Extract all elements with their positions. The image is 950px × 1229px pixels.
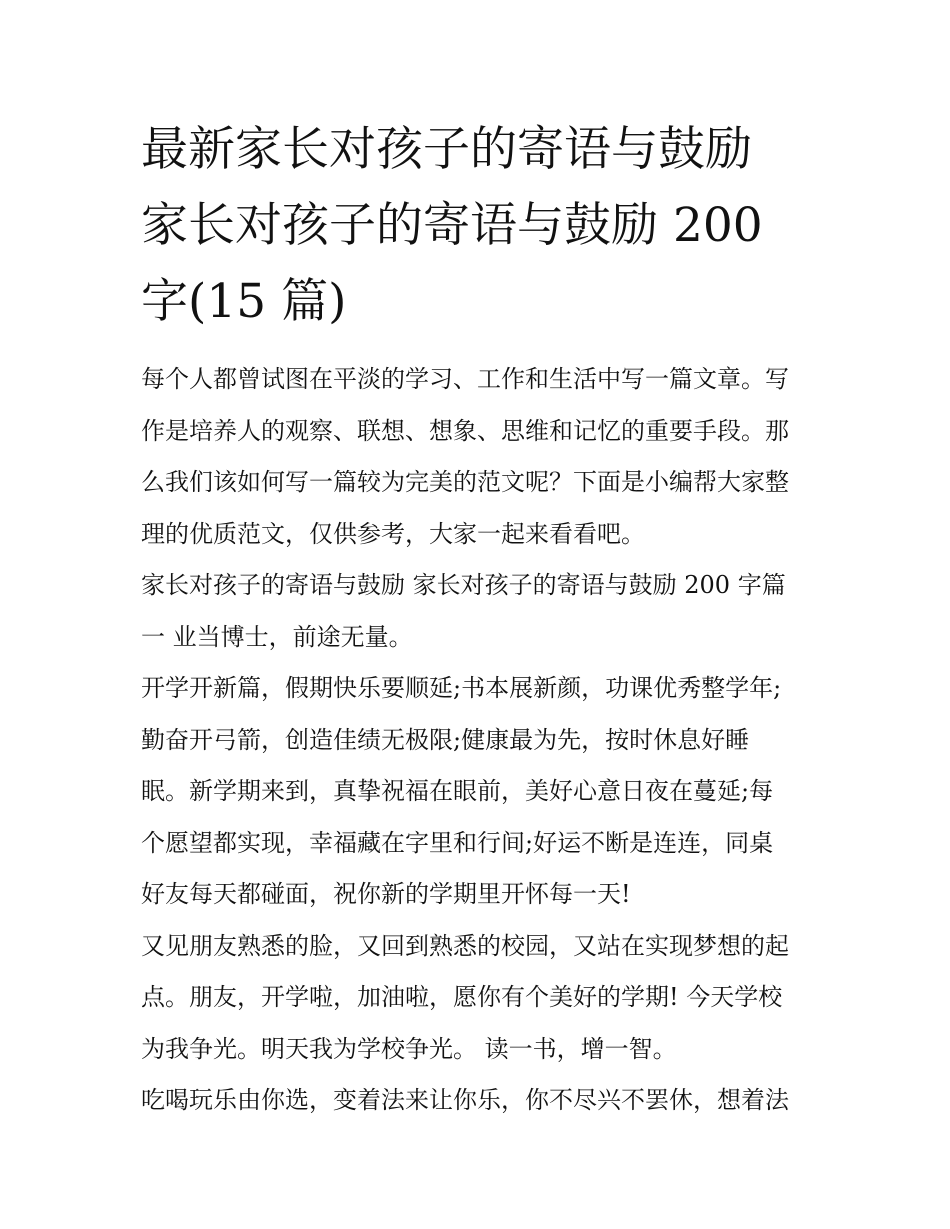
title-line: 字(15 篇) (141, 274, 347, 329)
text-line: 吃喝玩乐由你选，变着法来让你乐，你不尽兴不罢休，想着法 (141, 1086, 789, 1114)
text-line: 勤奋开弓箭，创造佳绩无极限;健康最为先，按时休息好睡 (141, 725, 750, 754)
text-line: 么我们该如何写一篇较为完美的范文呢？下面是小编帮大家整 (141, 468, 789, 496)
text-line: 开学开新篇，假期快乐要顺延;书本展新颜，功课优秀整学年; (141, 674, 782, 702)
text-line: 点。朋友，开学啦，加油啦，愿你有个美好的学期! 今天学校 (141, 983, 783, 1011)
text-line: 理的优质范文，仅供参考，大家一起来看看吧。 (141, 519, 645, 548)
text-line: 作是培养人的观察、联想、想象、思维和记忆的重要手段。那 (141, 416, 789, 445)
document-body (141, 354, 813, 1127)
text-line: 个愿望都实现，幸福藏在字里和行间;好运不断是连连，同桌 (141, 828, 774, 857)
intro-paragraph (141, 354, 813, 560)
text-line: 为我争光。明天我为学校争光。 读一书，增一智。 (141, 1034, 677, 1063)
body-paragraph (141, 663, 813, 921)
body-paragraph (141, 921, 813, 1076)
text-line: 每个人都曾试图在平淡的学习、工作和生活中写一篇文章。写 (141, 365, 789, 393)
text-line: 好友每天都碰面，祝你新的学期里开怀每一天! (141, 880, 631, 908)
text-line: 一 业当博士，前途无量。 (141, 622, 413, 651)
body-paragraph (141, 1075, 813, 1127)
text-line: 家长对孩子的寄语与鼓励 家长对孩子的寄语与鼓励 200 字篇 (141, 571, 786, 599)
section-heading-paragraph (141, 560, 813, 663)
text-line: 眠。新学期来到，真挚祝福在眼前，美好心意日夜在蔓延;每 (141, 777, 774, 805)
title-line: 家长对孩子的寄语与鼓励 200 (141, 198, 763, 253)
document-page (141, 112, 813, 1127)
text-line: 又见朋友熟悉的脸，又回到熟悉的校园，又站在实现梦想的起 (141, 931, 789, 960)
document-title (141, 112, 813, 340)
title-line: 最新家长对孩子的寄语与鼓励 (141, 122, 752, 177)
